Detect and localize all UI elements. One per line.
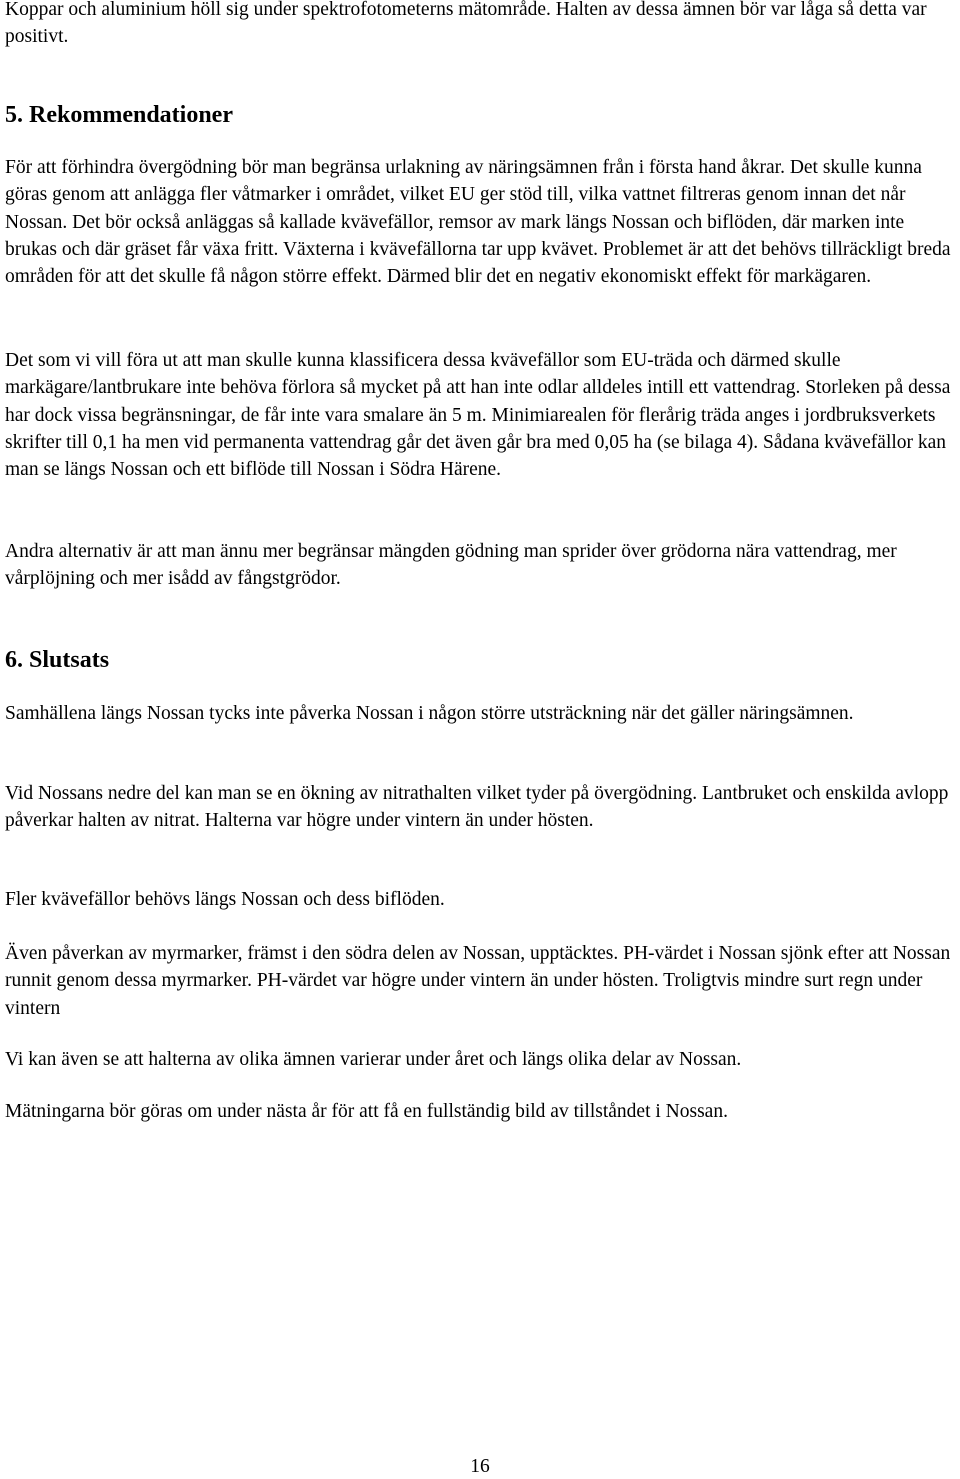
conclusion-paragraph-1: Samhällena längs Nossan tycks inte påverka Nossan i någon större utsträckning när det gäller näringsämnen. <box>5 703 854 724</box>
conclusion-paragraph-5: Vi kan även se att halterna av olika ämnen varierar under året och längs olika delar av Nossan. <box>5 1049 742 1070</box>
recommendations-paragraph-1: För att förhindra övergödning bör man begränsa urlakning av näringsämnen från i första hand åkrar. Det skulle kunna göras genom att anlägga fler våtmarker i området, vilket EU ger stöd till, vilka vattnet filtreras genom innan det når Nossan. Det bör också anläggas så kallade kvävefällor, remsor av mark längs Nossan och biflöden, där marken inte brukas och där gräset får växa fritt. Växterna i kvävefällorna tar upp kvävet. Problemet är att det behövs tillräckligt breda områden för att det skulle få någon större effekt. Därmed blir det en negativ ekonomiskt effekt för markägaren. <box>5 157 951 288</box>
conclusion-paragraph-6: Mätningarna bör göras om under nästa år för att få en fullständig bild av tillståndet i Nossan. <box>5 1101 728 1122</box>
conclusion-paragraph-4: Även påverkan av myrmarker, främst i den södra delen av Nossan, upptäcktes. PH-värdet i Nossan sjönk efter att Nossan runnit genom dessa myrmarker. PH-värdet var högre under vintern än under hösten. Troligtvis mindre surt regn under vintern <box>5 943 951 1019</box>
section-heading-recommendations: 5. Rekommendationer <box>5 102 233 128</box>
conclusion-paragraph-2: Vid Nossans nedre del kan man se en ökning av nitrathalten vilket tyder på övergödning. Lantbruket och enskilda avlopp påverkar halten av nitrat. Halterna var högre under vintern än under hösten. <box>5 783 949 832</box>
section-heading-conclusion: 6. Slutsats <box>5 647 110 673</box>
recommendations-paragraph-2: Det som vi vill föra ut att man skulle kunna klassificera dessa kvävefällor som EU-träda och därmed skulle markägare/lantbrukare inte behöva förlora så mycket på att han inte odlar alldeles intill ett vattendrag. Storleken på dessa har dock vissa begränsningar, de får inte vara smalare än 5 m. Minimiarealen för flerårig träda anges i jordbruksverkets skrifter till 0,1 ha men vid permanenta vattendrag går det även går bra med 0,05 ha (se bilaga 4). Sådana kvävefällor kan man se längs Nossan och ett biflöde till Nossan i Södra Härene. <box>5 350 951 481</box>
page-number: 16 <box>470 1456 490 1477</box>
intro-paragraph: Koppar och aluminium höll sig under spektrofotometerns mätområde. Halten av dessa ämnen bör var låga så detta var positivt. <box>5 0 927 48</box>
recommendations-paragraph-3: Andra alternativ är att man ännu mer begränsar mängden gödning man sprider över grödorna nära vattendrag, mer vårplöjning och mer isådd av fångstgrödor. <box>5 541 897 590</box>
conclusion-paragraph-3: Fler kvävefällor behövs längs Nossan och dess biflöden. <box>5 889 445 910</box>
